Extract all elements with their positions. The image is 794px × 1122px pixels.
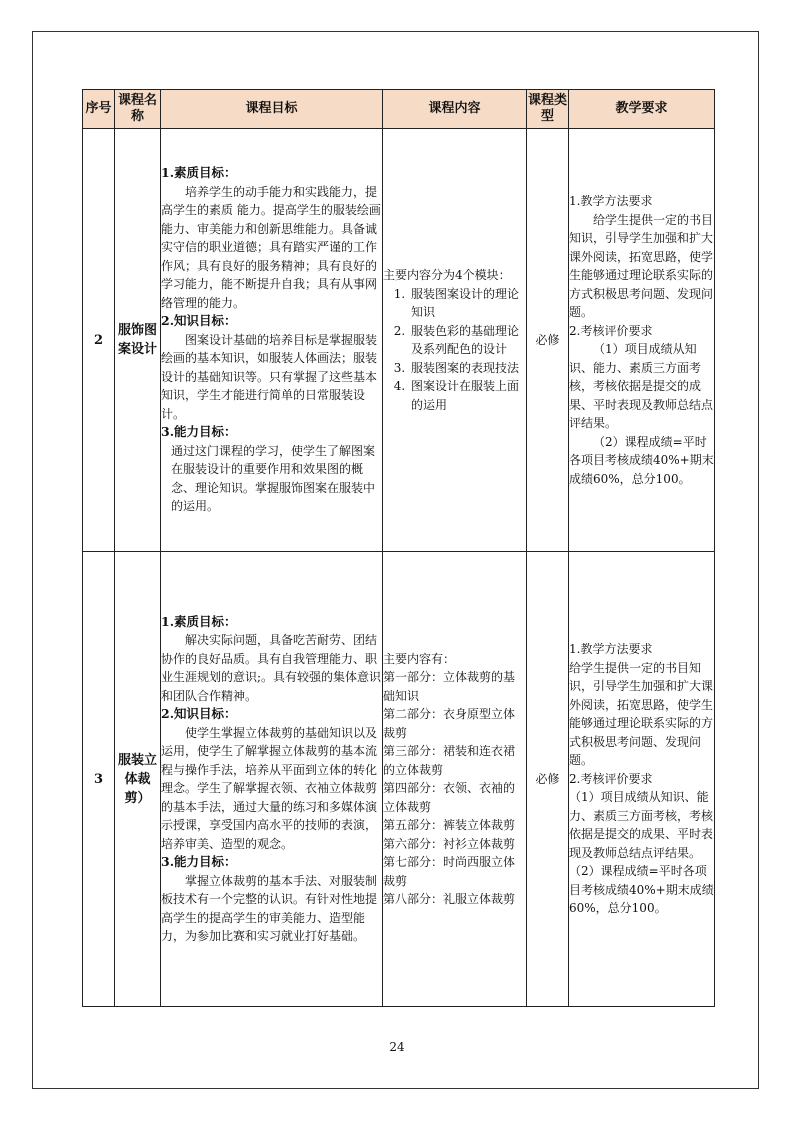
content-line: 第六部分：衬衫立体裁剪: [383, 836, 516, 851]
assessment-title: 2.考核评价要求: [569, 323, 653, 338]
page-number: 24: [389, 1040, 405, 1054]
ability-goal-text: 通过这门课程的学习，使学生了解图案在服装设计的重要作用和效果图的概念、理论知识。掌握服饰图案在服装中的运用。: [171, 443, 376, 514]
assessment-item-2: （2）课程成绩=平时各项目考核成绩40%+期末成绩60%，总分100。: [569, 864, 714, 916]
list-item: 2. 服装色彩的基础理论及系列配色的设计: [409, 322, 526, 359]
header-goal: 课程目标: [161, 90, 383, 129]
course-name: 服饰图案设计: [115, 129, 161, 552]
content-list: [383, 285, 526, 415]
header-type: 课程类型: [527, 90, 569, 129]
content-line: 第四部分：衣领、衣袖的立体裁剪: [383, 781, 516, 814]
table-header-row: [83, 90, 715, 129]
quality-goal-text: 培养学生的动手能力和实践能力，提高学生的素质 能力。提高学生的服装绘画能力、审美能力和创新思维能力。具备诚实守信的职业道德；具有踏实严谨的工作作风；具有良好的服务精神；具有良好的学习能力，能不断提升自我；具有从事网络管理的能力。: [161, 184, 381, 310]
method-title: 1.教学方法要求: [569, 642, 653, 657]
content-line: 第五部分：裤装立体裁剪: [383, 818, 516, 832]
method-title: 1.教学方法要求: [569, 194, 653, 208]
row-num: 2: [83, 129, 115, 552]
list-item: 1. 服装图案设计的理论知识: [409, 285, 526, 322]
teaching-requirements: [569, 129, 715, 552]
content-line: 第七部分：时尚西服立体裁剪: [383, 855, 516, 888]
assessment-item-1: （1）项目成绩从知识、能力、素质三方面考核，考核依据是提交的成果、平时表现及教师总结点评结果。: [569, 790, 714, 860]
content-line: 第三部分：裙装和连衣裙的立体裁剪: [383, 744, 516, 777]
quality-goal-text: 解决实际问题，具备吃苦耐劳、团结协作的良好品质。具有自我管理能力、职业生涯规划的意识;。具有较强的集体意识和团队合作精神。: [161, 633, 382, 703]
header-name: 课程名称: [115, 90, 161, 129]
header-requirements: 教学要求: [569, 90, 715, 129]
course-goal: [161, 552, 383, 1007]
course-type: 必修: [527, 129, 569, 552]
row-num: 3: [83, 552, 115, 1007]
header-num: 序号: [83, 90, 115, 129]
list-item: 3. 服装图案的表现技法: [409, 359, 526, 378]
knowledge-goal-title: 2.知识目标：: [161, 706, 237, 721]
course-content: [383, 129, 527, 552]
ability-goal-title: 3.能力目标：: [161, 854, 237, 869]
assessment-item-1: （1）项目成绩从知识、能力、素质三方面考核，考核依据是提交的成果、平时表现及教师总结点评结果。: [569, 342, 714, 430]
list-item: 4. 图案设计在服装上面的运用: [409, 377, 526, 414]
method-text: 给学生提供一定的书目知识，引导学生加强和扩大课外阅读，拓宽思路，使学生能够通过理论联系实际的方式积极思考问题、发现问题。: [569, 660, 714, 768]
content-line: 第二部分：衣身原型立体裁剪: [383, 707, 516, 740]
content-line: 第八部分：礼服立体裁剪: [383, 892, 516, 906]
quality-goal-title: 1.素质目标：: [161, 613, 237, 629]
content-intro: 主要内容有：: [383, 651, 456, 666]
method-text: 给学生提供一定的书目知识，引导学生加强和扩大课外阅读，拓宽思路，使学生能够通过理论联系实际的方式积极思考问题、发现问题。: [569, 212, 714, 319]
assessment-title: 2.考核评价要求: [569, 771, 653, 786]
content-line: 第一部分：立体裁剪的基础知识: [383, 670, 516, 703]
knowledge-goal-title: 2.知识目标：: [161, 313, 237, 329]
teaching-requirements: [569, 552, 715, 1007]
table-row: [83, 552, 715, 1007]
course-name: 服装立体裁剪）: [115, 552, 161, 1007]
ability-goal-text: 掌握立体裁剪的基本手法、对服装制板技术有一个完整的认识。有针对性地提高学生的提高学生的审美能力、造型能力，为参加比赛和实习就业打好基础。: [161, 873, 378, 943]
ability-goal-title: 3.能力目标：: [161, 424, 237, 440]
assessment-item-2: （2）课程成绩=平时各项目考核成绩40%+期末成绩60%，总分100。: [569, 434, 714, 486]
header-content: 课程内容: [383, 90, 527, 129]
knowledge-goal-text: 图案设计基础的培养目标是掌握服装绘画的基本知识，如服装人体画法；服装设计的基础知识等。只有掌握了这些基本知识，学生才能进行简单的日常服装设计。: [161, 332, 378, 421]
course-type: 必修: [527, 552, 569, 1007]
course-table: [82, 89, 715, 1007]
course-content: [383, 552, 527, 1007]
table-row: [83, 129, 715, 552]
content-intro: 主要内容分为4个模块：: [383, 268, 511, 282]
knowledge-goal-text: 使学生掌握立体裁剪的基础知识以及运用，使学生了解掌握立体裁剪的基本流程与操作手法，培养从平面到立体的转化理念。学生了解掌握衣领、衣袖立体裁剪的基本手法，通过大量的练习和多媒体演示授课，享受国内高水平的技师的表演，培养审美、造型的观念。: [161, 725, 378, 851]
quality-goal-title: 1.素质目标：: [161, 165, 237, 181]
course-goal: [161, 129, 383, 552]
